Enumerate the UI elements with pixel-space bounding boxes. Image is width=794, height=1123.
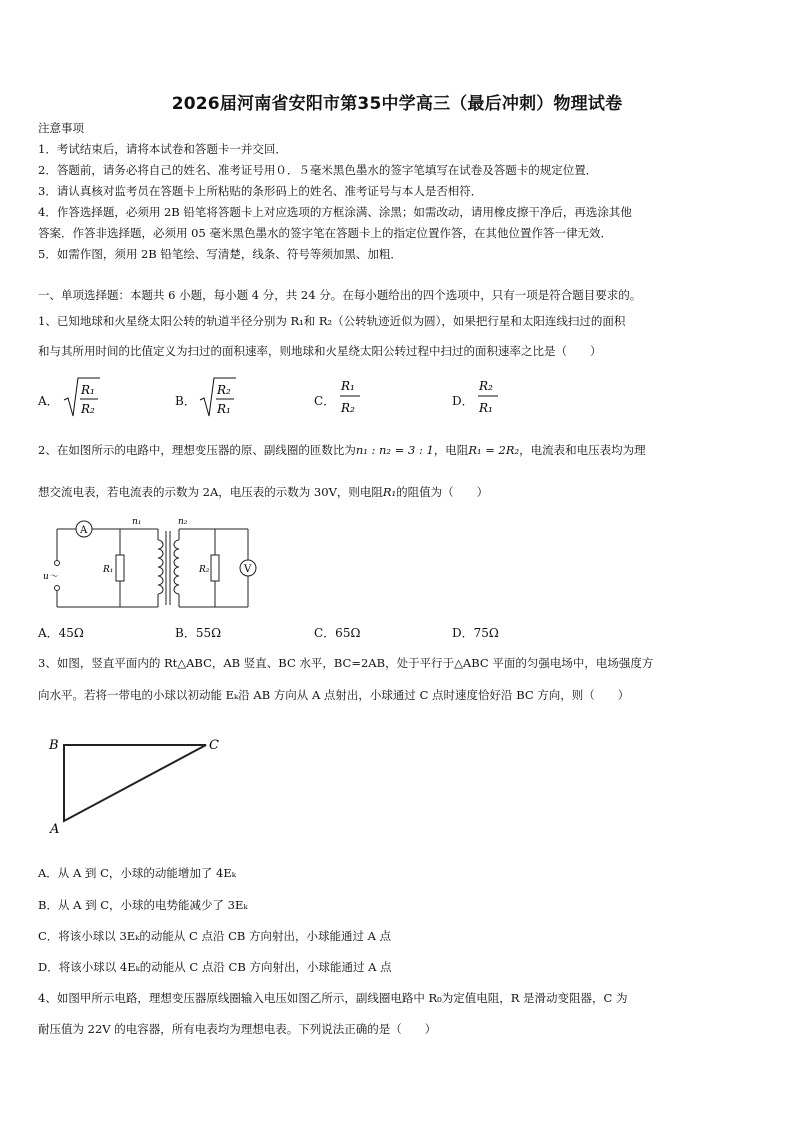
option-b-label: B． (175, 394, 196, 408)
n2-label: n₂ (178, 517, 188, 527)
option-b: B．从 A 到 C，小球的电势能减少了 3Eₖ (38, 898, 248, 912)
resistor-relation: R₁ = 2R₂ (468, 443, 520, 457)
n1-label: n₁ (132, 517, 142, 527)
question-2-text: 2、在如图所示的电路中，理想变压器的原、副线圈的匝数比为 (38, 443, 356, 457)
option-d-denominator: R₁ (479, 401, 493, 415)
transformer-circuit-diagram (40, 510, 270, 616)
question-3-line: 3、如图，竖直平面内的 Rt△ABC，AB 竖直、BC 水平，BC=2AB，处于平行于△ABC 平面的匀强电场中，电场强度方 (38, 656, 654, 670)
question-3-line: 向水平。若将一带电的小球以初动能 Eₖ沿 AB 方向从 A 点射出，小球通过 C 点时速度恰好沿 BC 方向，则（ ） (38, 688, 630, 702)
option-a-formula (62, 374, 102, 420)
option-d: D．将该小球以 4Eₖ的动能从 C 点沿 CB 方向射出，小球能通过 A 点 (38, 960, 392, 974)
voltmeter-label: V (244, 564, 252, 575)
question-2-line (38, 443, 646, 457)
point-c-label: C (209, 738, 219, 753)
question-2-text: 想交流电表，若电流表的示数为 2A，电压表的示数为 30V，则电阻 (38, 485, 383, 499)
notice-item: 1．考试结束后，请将本试卷和答题卡一并交回． (38, 142, 287, 156)
option-c-numerator: R₁ (341, 379, 355, 393)
ammeter-label: A (80, 525, 88, 536)
notice-item: 2．答题前，请务必将自己的姓名、准考证号用０．５毫米黑色墨水的签字笔填写在试卷及答题卡的规定位置． (38, 163, 598, 177)
option-d-label: D． (452, 394, 474, 408)
question-2-text: ，电流表和电压表均为理 (519, 443, 646, 457)
option-a-numerator: R₁ (81, 383, 95, 397)
option-c-label: C． (314, 394, 336, 408)
option-a-denominator: R₂ (81, 402, 95, 416)
section-heading: 一、单项选择题：本题共 6 小题，每小题 4 分，共 24 分。在每小题给出的四个选项中，只有一项是符合题目要求的。 (38, 288, 642, 302)
option-c: C．65Ω (314, 626, 361, 640)
r1-label: R₁ (103, 565, 114, 575)
option-d-numerator: R₂ (479, 379, 493, 393)
option-b-formula (198, 374, 238, 420)
notice-item: 5．如需作图，须用 2B 铅笔绘、写清楚，线条、符号等须加黑、加粗． (38, 247, 402, 261)
notice-heading: 注意事项 (38, 121, 84, 135)
question-4-line: 4、如图甲所示电路，理想变压器原线圈输入电压如图乙所示，副线圈电路中 R₀为定值电阻，R 是滑动变阻器，C 为 (38, 991, 628, 1005)
option-b: B．55Ω (175, 626, 222, 640)
notice-item: 4．作答选择题，必须用 2B 铅笔将答题卡上对应选项的方框涂满、涂黑；如需改动，请用橡皮擦干净后，再选涂其他 (38, 205, 632, 219)
option-d: D．75Ω (452, 626, 499, 640)
option-c-denominator: R₂ (341, 401, 355, 415)
turns-ratio: n₁ : n₂ = 3 : 1 (355, 443, 434, 457)
source-label: u～ (43, 572, 58, 582)
notice-item: 3．请认真核对监考员在答题卡上所粘贴的条形码上的姓名、准考证号与本人是否相符． (38, 184, 483, 198)
option-b-denominator: R₁ (217, 402, 231, 416)
option-a: A．45Ω (38, 626, 84, 640)
question-1-line: 1、已知地球和火星绕太阳公转的轨道半径分别为 R₁和 R₂（公转轨迹近似为圆），如果把行星和太阳连线扫过的面积 (38, 314, 626, 328)
r2-label: R₂ (199, 565, 210, 575)
notice-item: 答案．作答非选择题，必须用 05 毫米黑色墨水的签字笔在答题卡上的指定位置作答，在其他位置作答一律无效． (38, 226, 612, 240)
r1-symbol: R₁ (382, 485, 397, 499)
exam-title: 2026届河南省安阳市第35中学高三（最后冲刺）物理试卷 (171, 94, 623, 114)
option-b-numerator: R₂ (217, 383, 231, 397)
option-d-formula (474, 374, 504, 420)
option-a: A．从 A 到 C，小球的动能增加了 4Eₖ (38, 866, 236, 880)
question-1-line: 和与其所用时间的比值定义为扫过的面积速率，则地球和火星绕太阳公转过程中扫过的面积速率之比是（ ） (38, 344, 602, 358)
point-a-label: A (50, 822, 60, 837)
triangle-abc-figure (44, 733, 234, 841)
question-2-text: ，电阻 (433, 443, 469, 457)
question-2-text: 的阻值为（ ） (396, 485, 489, 499)
option-a-label: A． (38, 394, 59, 408)
question-2-line (38, 485, 488, 499)
option-c: C．将该小球以 3Eₖ的动能从 C 点沿 CB 方向射出，小球能通过 A 点 (38, 929, 392, 943)
point-b-label: B (49, 738, 59, 753)
question-4-line: 耐压值为 22V 的电容器，所有电表均为理想电表。下列说法正确的是（ ） (38, 1022, 437, 1036)
option-c-formula (336, 374, 366, 420)
